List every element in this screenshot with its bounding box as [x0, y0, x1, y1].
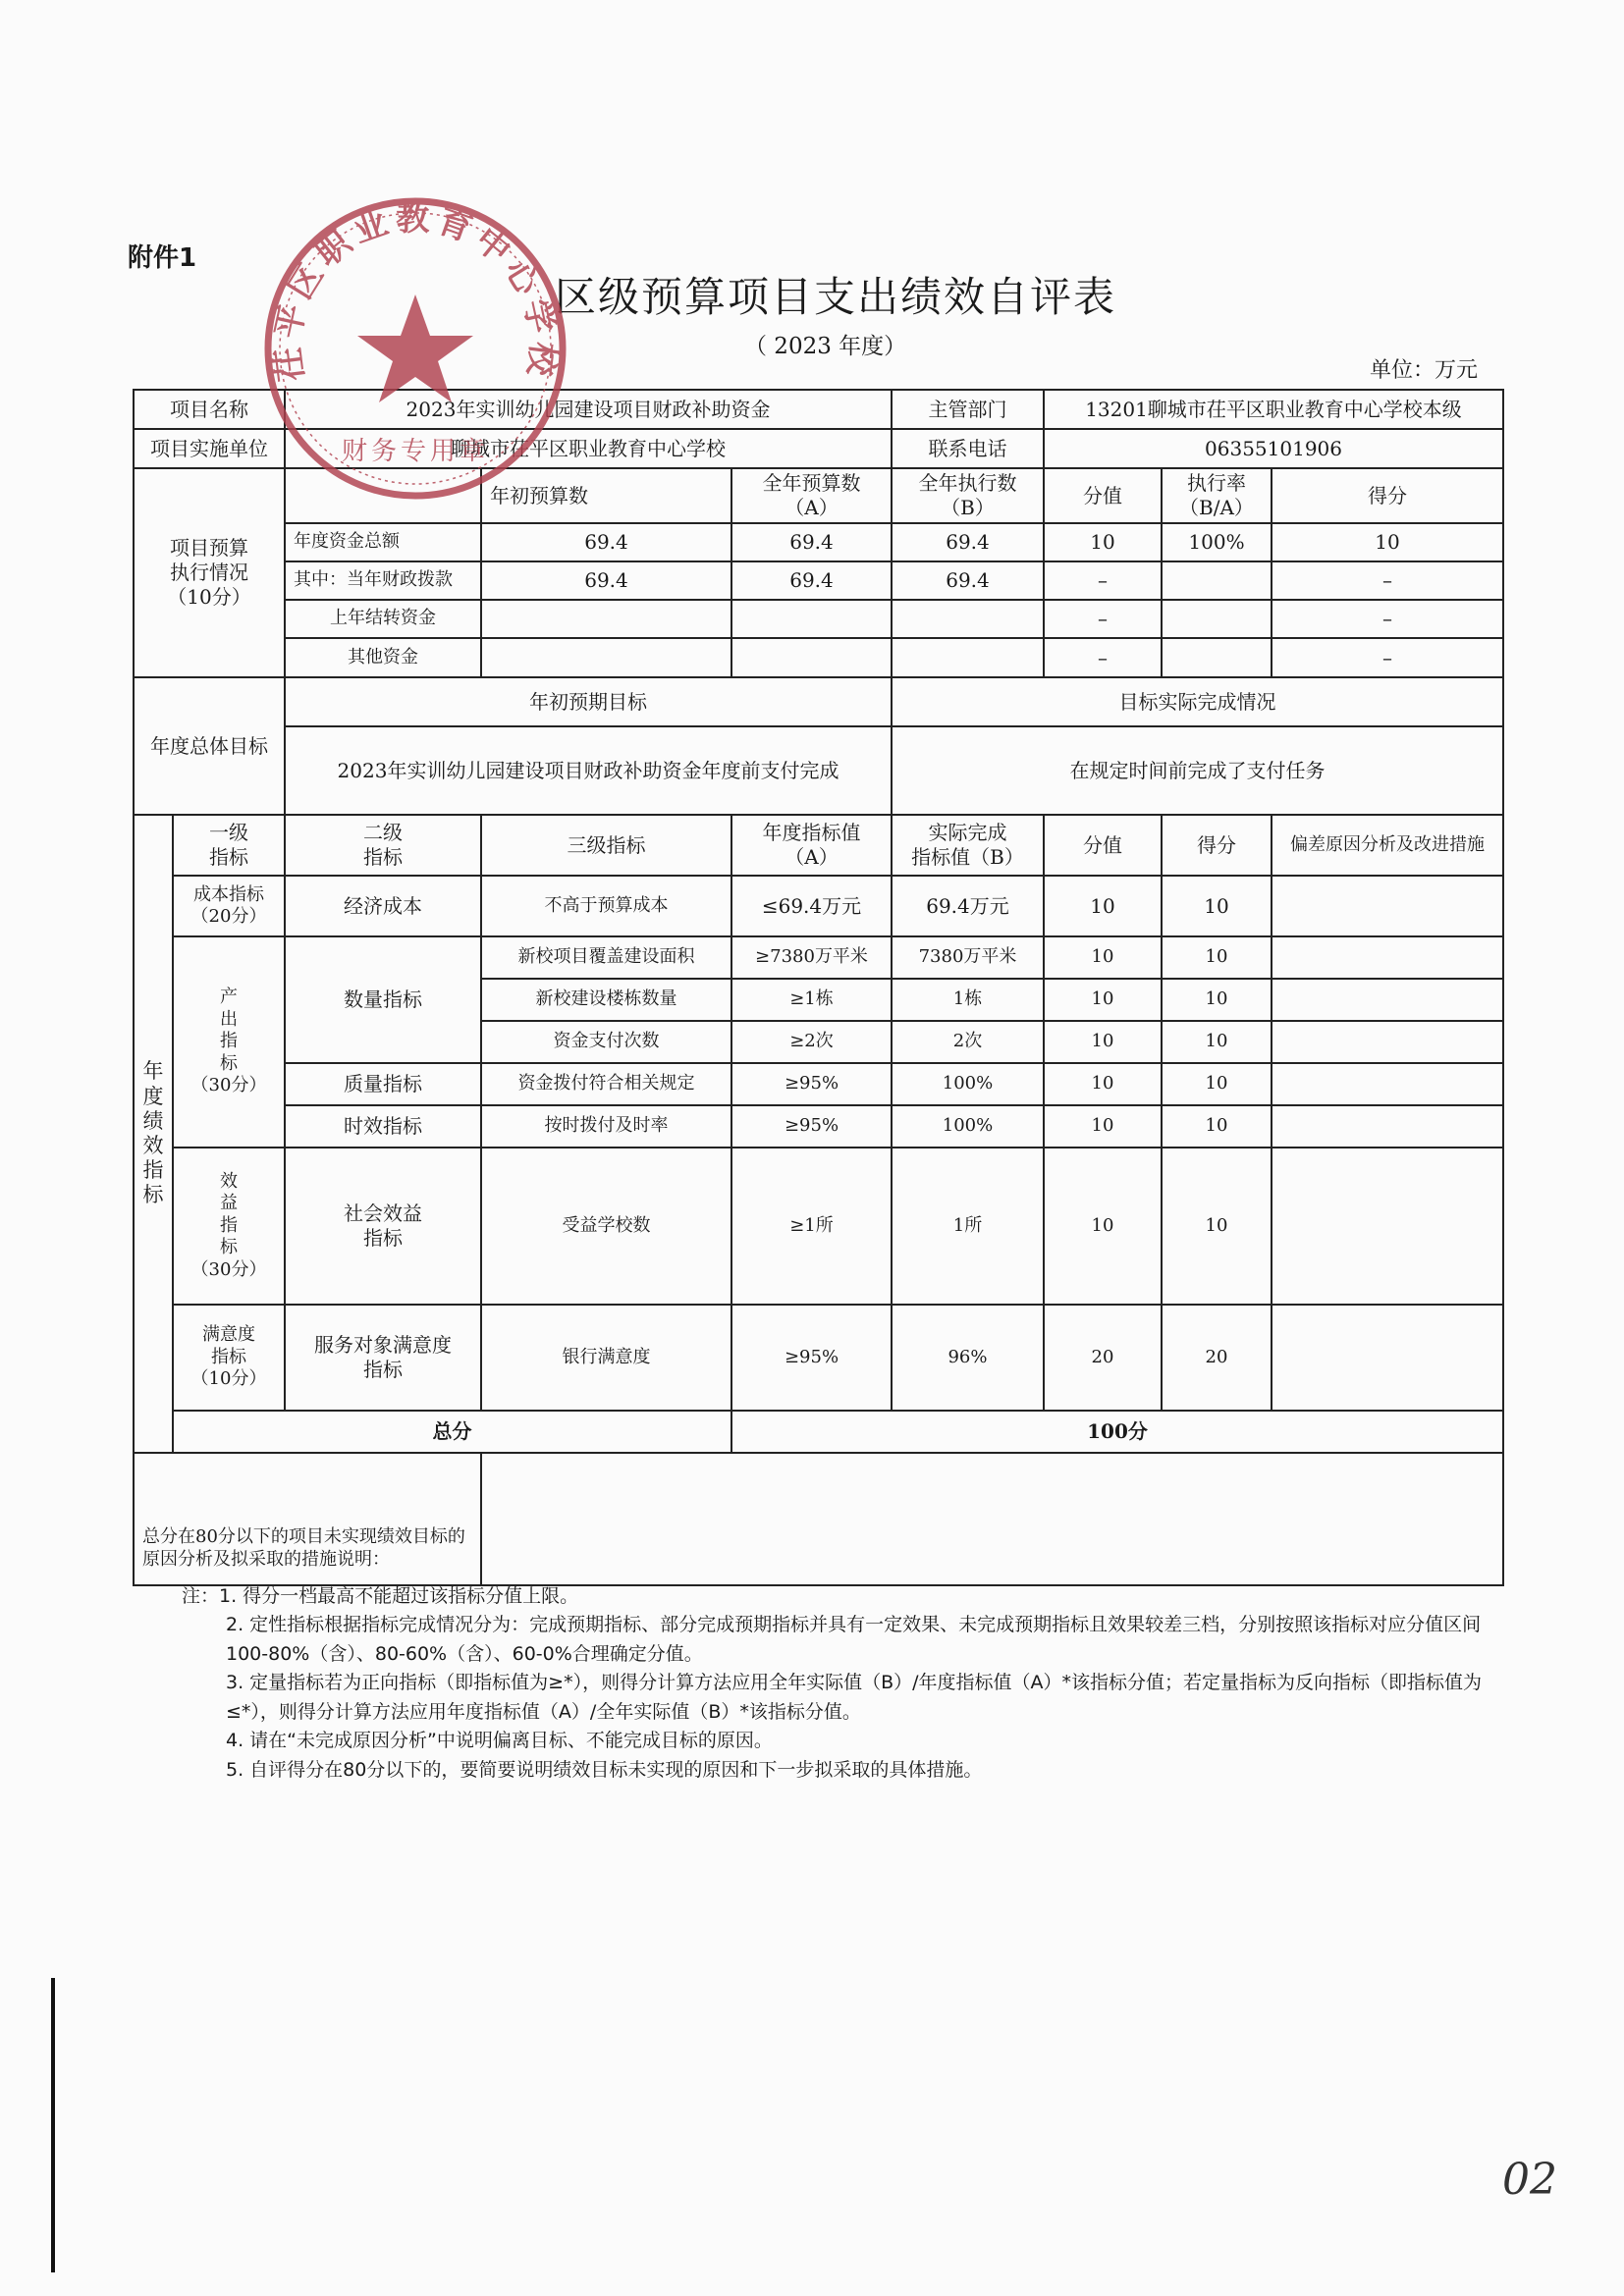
total-value: 100分: [731, 1411, 1503, 1453]
indicator-row-cost: [134, 876, 1503, 936]
budget-executed: [892, 638, 1044, 677]
ind-value: 10: [1044, 979, 1162, 1021]
budget-score: –: [1272, 638, 1503, 677]
budget-score: 10: [1272, 523, 1503, 561]
footnote-item: 5. 自评得分在80分以下的，要简要说明绩效目标未实现的原因和下一步拟采取的具体措施。: [226, 1758, 983, 1781]
ind-header-value: 分值: [1044, 815, 1162, 876]
ind-header-deviation: 偏差原因分析及改进措施: [1272, 815, 1503, 876]
phone-label: 联系电话: [892, 429, 1044, 468]
ind-l2-benefit: 社会效益 指标: [285, 1148, 481, 1305]
footnote-item: 4. 请在“未完成原因分析”中说明偏离目标、不能完成目标的原因。: [226, 1730, 773, 1752]
budget-row-label: 其中：当年财政拨款: [285, 561, 481, 600]
ind-score-timeliness: 10: [1162, 1105, 1272, 1148]
dept-value: 13201聊城市茌平区职业教育中心学校本级: [1044, 390, 1503, 429]
budget-row-label: 上年结转资金: [285, 600, 481, 638]
ind-target-timeliness: ≥95%: [731, 1105, 892, 1148]
budget-initial: 69.4: [481, 561, 731, 600]
ind-value-timeliness: 10: [1044, 1105, 1162, 1148]
ind-deviation-satisfaction: [1272, 1305, 1503, 1411]
ind-l1-cost: 成本指标 （20分）: [173, 876, 285, 936]
ind-actual-timeliness: 100%: [892, 1105, 1044, 1148]
ind-deviation: [1272, 1021, 1503, 1063]
budget-header-initial: 年初预算数: [481, 468, 731, 523]
ind-l3-timeliness: 按时拨付及时率: [481, 1105, 731, 1148]
indicator-row-satisfaction: [134, 1305, 1503, 1411]
ind-score-quality: 10: [1162, 1063, 1272, 1105]
ind-header-target: 年度指标值 （A）: [731, 815, 892, 876]
ind-l2-quality: 质量指标: [285, 1063, 481, 1105]
budget-header-executed: 全年执行数 （B）: [892, 468, 1044, 523]
unit-label: 单位：万元: [1370, 358, 1479, 383]
ind-value-benefit: 10: [1044, 1148, 1162, 1305]
ind-l2-cost: 经济成本: [285, 876, 481, 936]
ind-target: ≥1栋: [731, 979, 892, 1021]
ind-l3: 新校建设楼栋数量: [481, 979, 731, 1021]
footnote-item: 2. 定性指标根据指标完成情况分为：完成预期指标、部分完成预期指标并具有一定效果、未完成预期指标且效果较差三档，分别按照该指标对应分值区间100-80%（含）、80-60%（含）、60-0%合理确定分值。: [226, 1614, 1482, 1665]
ind-l1-output: 产 出 指 标 （30分）: [173, 936, 285, 1148]
budget-row: [134, 638, 1503, 677]
page-number: 02: [1502, 2155, 1557, 2205]
evaluation-table: [133, 389, 1504, 1586]
budget-header-annual: 全年预算数 （A）: [731, 468, 892, 523]
ind-score-benefit: 10: [1162, 1148, 1272, 1305]
budget-executed: 69.4: [892, 561, 1044, 600]
ind-actual: 2次: [892, 1021, 1044, 1063]
ind-value: 10: [1044, 1021, 1162, 1063]
ind-score: 10: [1162, 979, 1272, 1021]
budget-initial: [481, 600, 731, 638]
year-label: （ 2023 年度）: [744, 334, 907, 359]
goals-section-label: 年度总体目标: [134, 677, 285, 815]
ind-l1-benefit: 效 益 指 标 （30分）: [173, 1148, 285, 1305]
ind-score: 10: [1162, 1021, 1272, 1063]
indicator-row-quantity: [134, 936, 1503, 979]
ind-value-quality: 10: [1044, 1063, 1162, 1105]
budget-rate: [1162, 561, 1272, 600]
ind-score-satisfaction: 20: [1162, 1305, 1272, 1411]
ind-actual: 1栋: [892, 979, 1044, 1021]
budget-section-label: 项目预算 执行情况 （10分）: [134, 468, 285, 677]
svg-text:茌平区职业教育中心学校: 茌平区职业教育中心学校: [267, 199, 564, 385]
budget-row: [134, 523, 1503, 561]
budget-score: –: [1272, 561, 1503, 600]
total-row: [134, 1411, 1503, 1453]
project-name-value: 2023年实训幼儿园建设项目财政补助资金: [285, 390, 892, 429]
ind-target-cost: ≤69.4万元: [731, 876, 892, 936]
ind-l2-timeliness: 时效指标: [285, 1105, 481, 1148]
ind-deviation-cost: [1272, 876, 1503, 936]
budget-rate: [1162, 638, 1272, 677]
ind-l2-quantity: 数量指标: [285, 936, 481, 1063]
ind-score-cost: 10: [1162, 876, 1272, 936]
ind-target: ≥7380万平米: [731, 936, 892, 979]
footnotes: [182, 1582, 1507, 1785]
ind-l3-satisfaction: 银行满意度: [481, 1305, 731, 1411]
budget-header-score: 得分: [1272, 468, 1503, 523]
budget-annual: 69.4: [731, 523, 892, 561]
ind-value-cost: 10: [1044, 876, 1162, 936]
ind-l3-quality: 资金拨付符合相关规定: [481, 1063, 731, 1105]
ind-value: 10: [1044, 936, 1162, 979]
ind-l2-satisfaction: 服务对象满意度 指标: [285, 1305, 481, 1411]
evaluation-table-wrapper: [133, 389, 1502, 1586]
goals-expected: 2023年实训幼儿园建设项目财政补助资金年度前支付完成: [285, 726, 892, 815]
attachment-label: 附件1: [128, 243, 197, 273]
budget-rate: 100%: [1162, 523, 1272, 561]
budget-score-value: –: [1044, 600, 1162, 638]
ind-deviation: [1272, 979, 1503, 1021]
goals-content-row: [134, 726, 1503, 815]
ind-actual: 7380万平米: [892, 936, 1044, 979]
footnote-item: 注：1. 得分一档最高不能超过该指标分值上限。: [182, 1585, 579, 1607]
indicators-header-row: [134, 815, 1503, 876]
page-title: 区级预算项目支出绩效自评表: [555, 273, 1117, 321]
budget-executed: [892, 600, 1044, 638]
goals-expected-header: 年初预期目标: [285, 677, 892, 726]
ind-target-quality: ≥95%: [731, 1063, 892, 1105]
phone-value: 06355101906: [1044, 429, 1503, 468]
svg-text:财务专用章: 财务专用章: [341, 437, 490, 466]
ind-header-l1: 一级 指标: [173, 815, 285, 876]
ind-deviation-quality: [1272, 1063, 1503, 1105]
budget-initial: 69.4: [481, 523, 731, 561]
ind-l3-benefit: 受益学校数: [481, 1148, 731, 1305]
ind-header-score: 得分: [1162, 815, 1272, 876]
budget-header-score-value: 分值: [1044, 468, 1162, 523]
ind-deviation-timeliness: [1272, 1105, 1503, 1148]
budget-executed: 69.4: [892, 523, 1044, 561]
ind-actual-satisfaction: 96%: [892, 1305, 1044, 1411]
budget-annual: 69.4: [731, 561, 892, 600]
ind-header-l3: 三级指标: [481, 815, 731, 876]
explain-label: 总分在80分以下的项目未实现绩效目标的原因分析及拟采取的措施说明：: [134, 1453, 481, 1585]
explain-content: [481, 1453, 1503, 1585]
ind-deviation: [1272, 936, 1503, 979]
ind-deviation-benefit: [1272, 1148, 1503, 1305]
budget-score-value: –: [1044, 561, 1162, 600]
budget-header-rate: 执行率 （B/A）: [1162, 468, 1272, 523]
ind-score: 10: [1162, 936, 1272, 979]
ind-header-l2: 二级 指标: [285, 815, 481, 876]
footnote-item: 3. 定量指标若为正向指标（即指标值为≥*），则得分计算方法应用全年实际值（B）/年度指标值（A）*该指标分值；若定量指标为反向指标（即指标值为≤*），则得分计算方法应用年度指标值（A）/全年实际值（B）*该指标分值。: [226, 1672, 1483, 1723]
budget-row: [134, 561, 1503, 600]
budget-annual: [731, 600, 892, 638]
indicators-section-label: 年 度 绩 效 指 标: [134, 815, 173, 1453]
ind-value-satisfaction: 20: [1044, 1305, 1162, 1411]
budget-row: [134, 600, 1503, 638]
budget-row-label: 年度资金总额: [285, 523, 481, 561]
ind-l1-satisfaction: 满意度 指标 （10分）: [173, 1305, 285, 1411]
ind-header-actual: 实际完成 指标值（B）: [892, 815, 1044, 876]
indicator-row-quality: [134, 1063, 1503, 1105]
binding-edge-line: [51, 1978, 55, 2272]
dept-label: 主管部门: [892, 390, 1044, 429]
goals-actual: 在规定时间前完成了支付任务: [892, 726, 1503, 815]
budget-row-label: 其他资金: [285, 638, 481, 677]
ind-l3: 新校项目覆盖建设面积: [481, 936, 731, 979]
ind-target: ≥2次: [731, 1021, 892, 1063]
ind-target-satisfaction: ≥95%: [731, 1305, 892, 1411]
ind-actual-benefit: 1所: [892, 1148, 1044, 1305]
budget-annual: [731, 638, 892, 677]
budget-rate: [1162, 600, 1272, 638]
impl-unit-value: 聊城市茌平区职业教育中心学校: [285, 429, 892, 468]
indicator-row-timeliness: [134, 1105, 1503, 1148]
project-name-label: 项目名称: [134, 390, 285, 429]
budget-score-value: 10: [1044, 523, 1162, 561]
budget-score: –: [1272, 600, 1503, 638]
ind-actual-cost: 69.4万元: [892, 876, 1044, 936]
explain-row: [134, 1453, 1503, 1585]
total-label: 总分: [173, 1411, 731, 1453]
goals-actual-header: 目标实际完成情况: [892, 677, 1503, 726]
indicator-row-benefit: [134, 1148, 1503, 1305]
budget-initial: [481, 638, 731, 677]
ind-actual-quality: 100%: [892, 1063, 1044, 1105]
ind-l3-cost: 不高于预算成本: [481, 876, 731, 936]
ind-target-benefit: ≥1所: [731, 1148, 892, 1305]
official-seal-icon: [253, 187, 577, 510]
impl-unit-label: 项目实施单位: [134, 429, 285, 468]
goals-header-row: [134, 677, 1503, 726]
ind-l3: 资金支付次数: [481, 1021, 731, 1063]
budget-score-value: –: [1044, 638, 1162, 677]
